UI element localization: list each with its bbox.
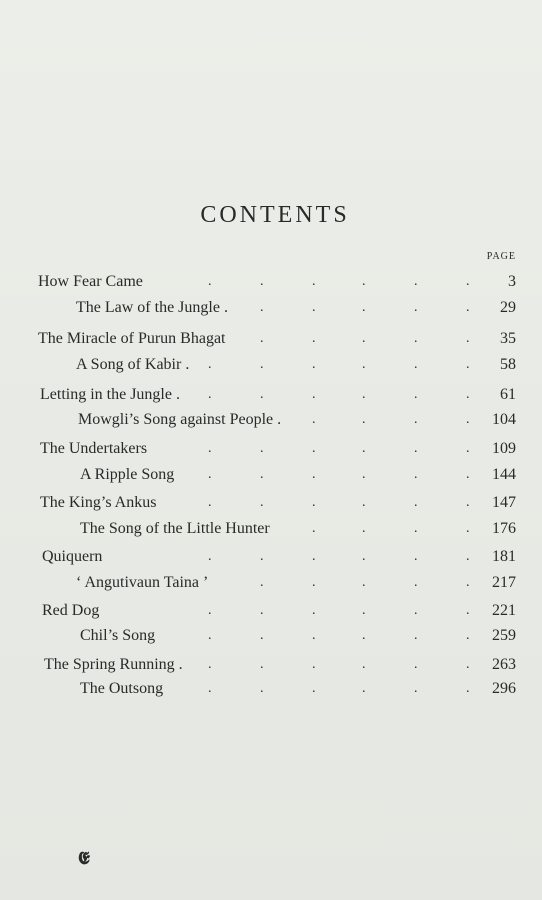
leader-dots — [0, 545, 542, 569]
leader-dot: . — [312, 441, 316, 456]
toc-entry-title: The Song of the Little Hunter — [80, 520, 270, 537]
leader-dot: . — [362, 628, 366, 643]
toc-entry — [0, 653, 542, 677]
leader-dot: . — [362, 412, 366, 427]
leader-dot: . — [466, 681, 470, 696]
leader-dot: . — [208, 274, 212, 289]
leader-dot: . — [362, 495, 366, 510]
leader-dot: . — [466, 412, 470, 427]
toc-entry-title: The Outsong — [80, 680, 164, 697]
toc-entry-page: 217 — [492, 574, 516, 591]
leader-dot: . — [362, 357, 366, 372]
leader-dot: . — [466, 521, 470, 536]
leader-dots — [0, 571, 542, 595]
toc-entry-title: The Spring Running . — [44, 656, 183, 673]
toc-entry-page: 144 — [492, 466, 516, 483]
toc-entry-title: A Ripple Song — [80, 466, 175, 483]
leader-dot: . — [466, 387, 470, 402]
leader-dot: . — [260, 657, 264, 672]
leader-dot: . — [466, 357, 470, 372]
leader-dot: . — [362, 274, 366, 289]
toc-entry — [0, 437, 542, 461]
leader-dots — [0, 383, 542, 407]
leader-dot: . — [208, 603, 212, 618]
page-title: CONTENTS — [200, 202, 350, 228]
leader-dots — [0, 463, 542, 487]
leader-dot: . — [466, 575, 470, 590]
leader-dot: . — [466, 331, 470, 346]
leader-dot: . — [466, 603, 470, 618]
leader-dot: . — [362, 603, 366, 618]
leader-dot: . — [312, 300, 316, 315]
leader-dot: . — [466, 549, 470, 564]
toc-entry-title: Quiquern — [42, 548, 103, 565]
leader-dot: . — [414, 603, 418, 618]
toc-entry-page: 109 — [492, 440, 516, 457]
leader-dot: . — [362, 521, 366, 536]
leader-dots — [0, 599, 542, 623]
leader-dot: . — [312, 274, 316, 289]
toc-entry — [0, 270, 542, 294]
toc-entry — [0, 296, 542, 320]
toc-entry-title: The Undertakers — [40, 440, 148, 457]
leader-dots — [0, 408, 542, 432]
leader-dot: . — [208, 495, 212, 510]
leader-dot: . — [312, 387, 316, 402]
leader-dot: . — [260, 495, 264, 510]
toc-entry — [0, 408, 542, 432]
leader-dots — [0, 677, 542, 701]
leader-dot: . — [362, 300, 366, 315]
leader-dot: . — [414, 274, 418, 289]
leader-dot: . — [414, 495, 418, 510]
leader-dot: . — [260, 575, 264, 590]
leader-dot: . — [414, 467, 418, 482]
toc-entry-page: 3 — [508, 273, 516, 290]
leader-dot: . — [466, 657, 470, 672]
toc-entry-page: 58 — [500, 356, 516, 373]
leader-dot: . — [312, 575, 316, 590]
toc-entry-page: 104 — [492, 411, 516, 428]
toc-entry-title: A Song of Kabir . — [76, 356, 190, 373]
leader-dot: . — [208, 467, 212, 482]
toc-entry-title: The Law of the Jungle . — [76, 299, 228, 316]
leader-dot: . — [414, 357, 418, 372]
leader-dot: . — [312, 495, 316, 510]
leader-dots — [0, 491, 542, 515]
toc-entry-page: 263 — [492, 656, 516, 673]
leader-dot: . — [208, 549, 212, 564]
leader-dot: . — [362, 441, 366, 456]
leader-dot: . — [260, 628, 264, 643]
leader-dot: . — [362, 387, 366, 402]
toc-entry — [0, 517, 542, 541]
leader-dot: . — [312, 357, 316, 372]
leader-dots — [0, 517, 542, 541]
leader-dot: . — [312, 467, 316, 482]
toc-entry-title: The King’s Ankus — [40, 494, 157, 511]
toc-entry-title: Chil’s Song — [80, 627, 156, 644]
leader-dot: . — [414, 441, 418, 456]
toc-entry — [0, 624, 542, 648]
leader-dot: . — [312, 331, 316, 346]
leader-dot: . — [260, 331, 264, 346]
toc-entry — [0, 571, 542, 595]
toc-entry-title: The Miracle of Purun Bhagat — [38, 330, 226, 347]
leader-dot: . — [260, 357, 264, 372]
leader-dot: . — [312, 521, 316, 536]
leader-dot: . — [260, 274, 264, 289]
leader-dot: . — [260, 549, 264, 564]
leader-dots — [0, 624, 542, 648]
leader-dots — [0, 437, 542, 461]
leader-dot: . — [362, 575, 366, 590]
toc-entry-page: 259 — [492, 627, 516, 644]
leader-dot: . — [312, 681, 316, 696]
toc-entry-title: Mowgli’s Song against People . — [78, 411, 282, 428]
leader-dot: . — [312, 657, 316, 672]
leader-dot: . — [312, 603, 316, 618]
leader-dot: . — [466, 274, 470, 289]
leader-dot: . — [414, 521, 418, 536]
leader-dot: . — [260, 300, 264, 315]
leader-dot: . — [208, 441, 212, 456]
leader-dots — [0, 653, 542, 677]
leader-dot: . — [414, 412, 418, 427]
leader-dot: . — [414, 300, 418, 315]
leader-dot: . — [466, 495, 470, 510]
leader-dot: . — [414, 549, 418, 564]
leader-dot: . — [414, 657, 418, 672]
leader-dot: . — [362, 681, 366, 696]
leader-dot: . — [208, 387, 212, 402]
toc-entry — [0, 383, 542, 407]
leader-dot: . — [208, 357, 212, 372]
leader-dot: . — [312, 549, 316, 564]
publisher-logo-icon: 𝕰 — [78, 848, 90, 869]
leader-dots — [0, 270, 542, 294]
leader-dots — [0, 353, 542, 377]
leader-dots — [0, 296, 542, 320]
leader-dot: . — [260, 387, 264, 402]
leader-dot: . — [414, 681, 418, 696]
leader-dot: . — [260, 441, 264, 456]
toc-entry — [0, 677, 542, 701]
toc-entry — [0, 491, 542, 515]
toc-entry-page: 221 — [492, 602, 516, 619]
leader-dot: . — [362, 549, 366, 564]
leader-dots — [0, 327, 542, 351]
leader-dot: . — [414, 628, 418, 643]
leader-dot: . — [414, 575, 418, 590]
toc-entry-page: 181 — [492, 548, 516, 565]
toc-entry-page: 61 — [500, 386, 516, 403]
leader-dot: . — [362, 657, 366, 672]
leader-dot: . — [260, 603, 264, 618]
toc-entry — [0, 353, 542, 377]
leader-dot: . — [414, 331, 418, 346]
leader-dot: . — [362, 467, 366, 482]
toc-entry-title: Red Dog — [42, 602, 100, 619]
leader-dot: . — [466, 441, 470, 456]
leader-dot: . — [208, 681, 212, 696]
toc-entry-page: 296 — [492, 680, 516, 697]
page-column-heading: PAGE — [486, 251, 516, 262]
toc-entry-page: 35 — [500, 330, 516, 347]
toc-entry-page: 176 — [492, 520, 516, 537]
toc-entry — [0, 545, 542, 569]
leader-dot: . — [260, 467, 264, 482]
toc-entry-page: 29 — [500, 299, 516, 316]
leader-dot: . — [260, 681, 264, 696]
leader-dot: . — [414, 387, 418, 402]
leader-dot: . — [312, 412, 316, 427]
leader-dot: . — [466, 467, 470, 482]
toc-entry — [0, 327, 542, 351]
toc-entry-title: ‘ Angutivaun Taina ’ — [76, 574, 209, 591]
toc-entry-title: Letting in the Jungle . — [40, 386, 180, 403]
toc-entry — [0, 463, 542, 487]
leader-dot: . — [208, 628, 212, 643]
toc-entry-title: How Fear Came — [38, 273, 143, 290]
leader-dot: . — [466, 628, 470, 643]
leader-dot: . — [208, 657, 212, 672]
toc-entry-page: 147 — [492, 494, 516, 511]
leader-dot: . — [466, 300, 470, 315]
leader-dot: . — [362, 331, 366, 346]
toc-entry — [0, 599, 542, 623]
leader-dot: . — [312, 628, 316, 643]
